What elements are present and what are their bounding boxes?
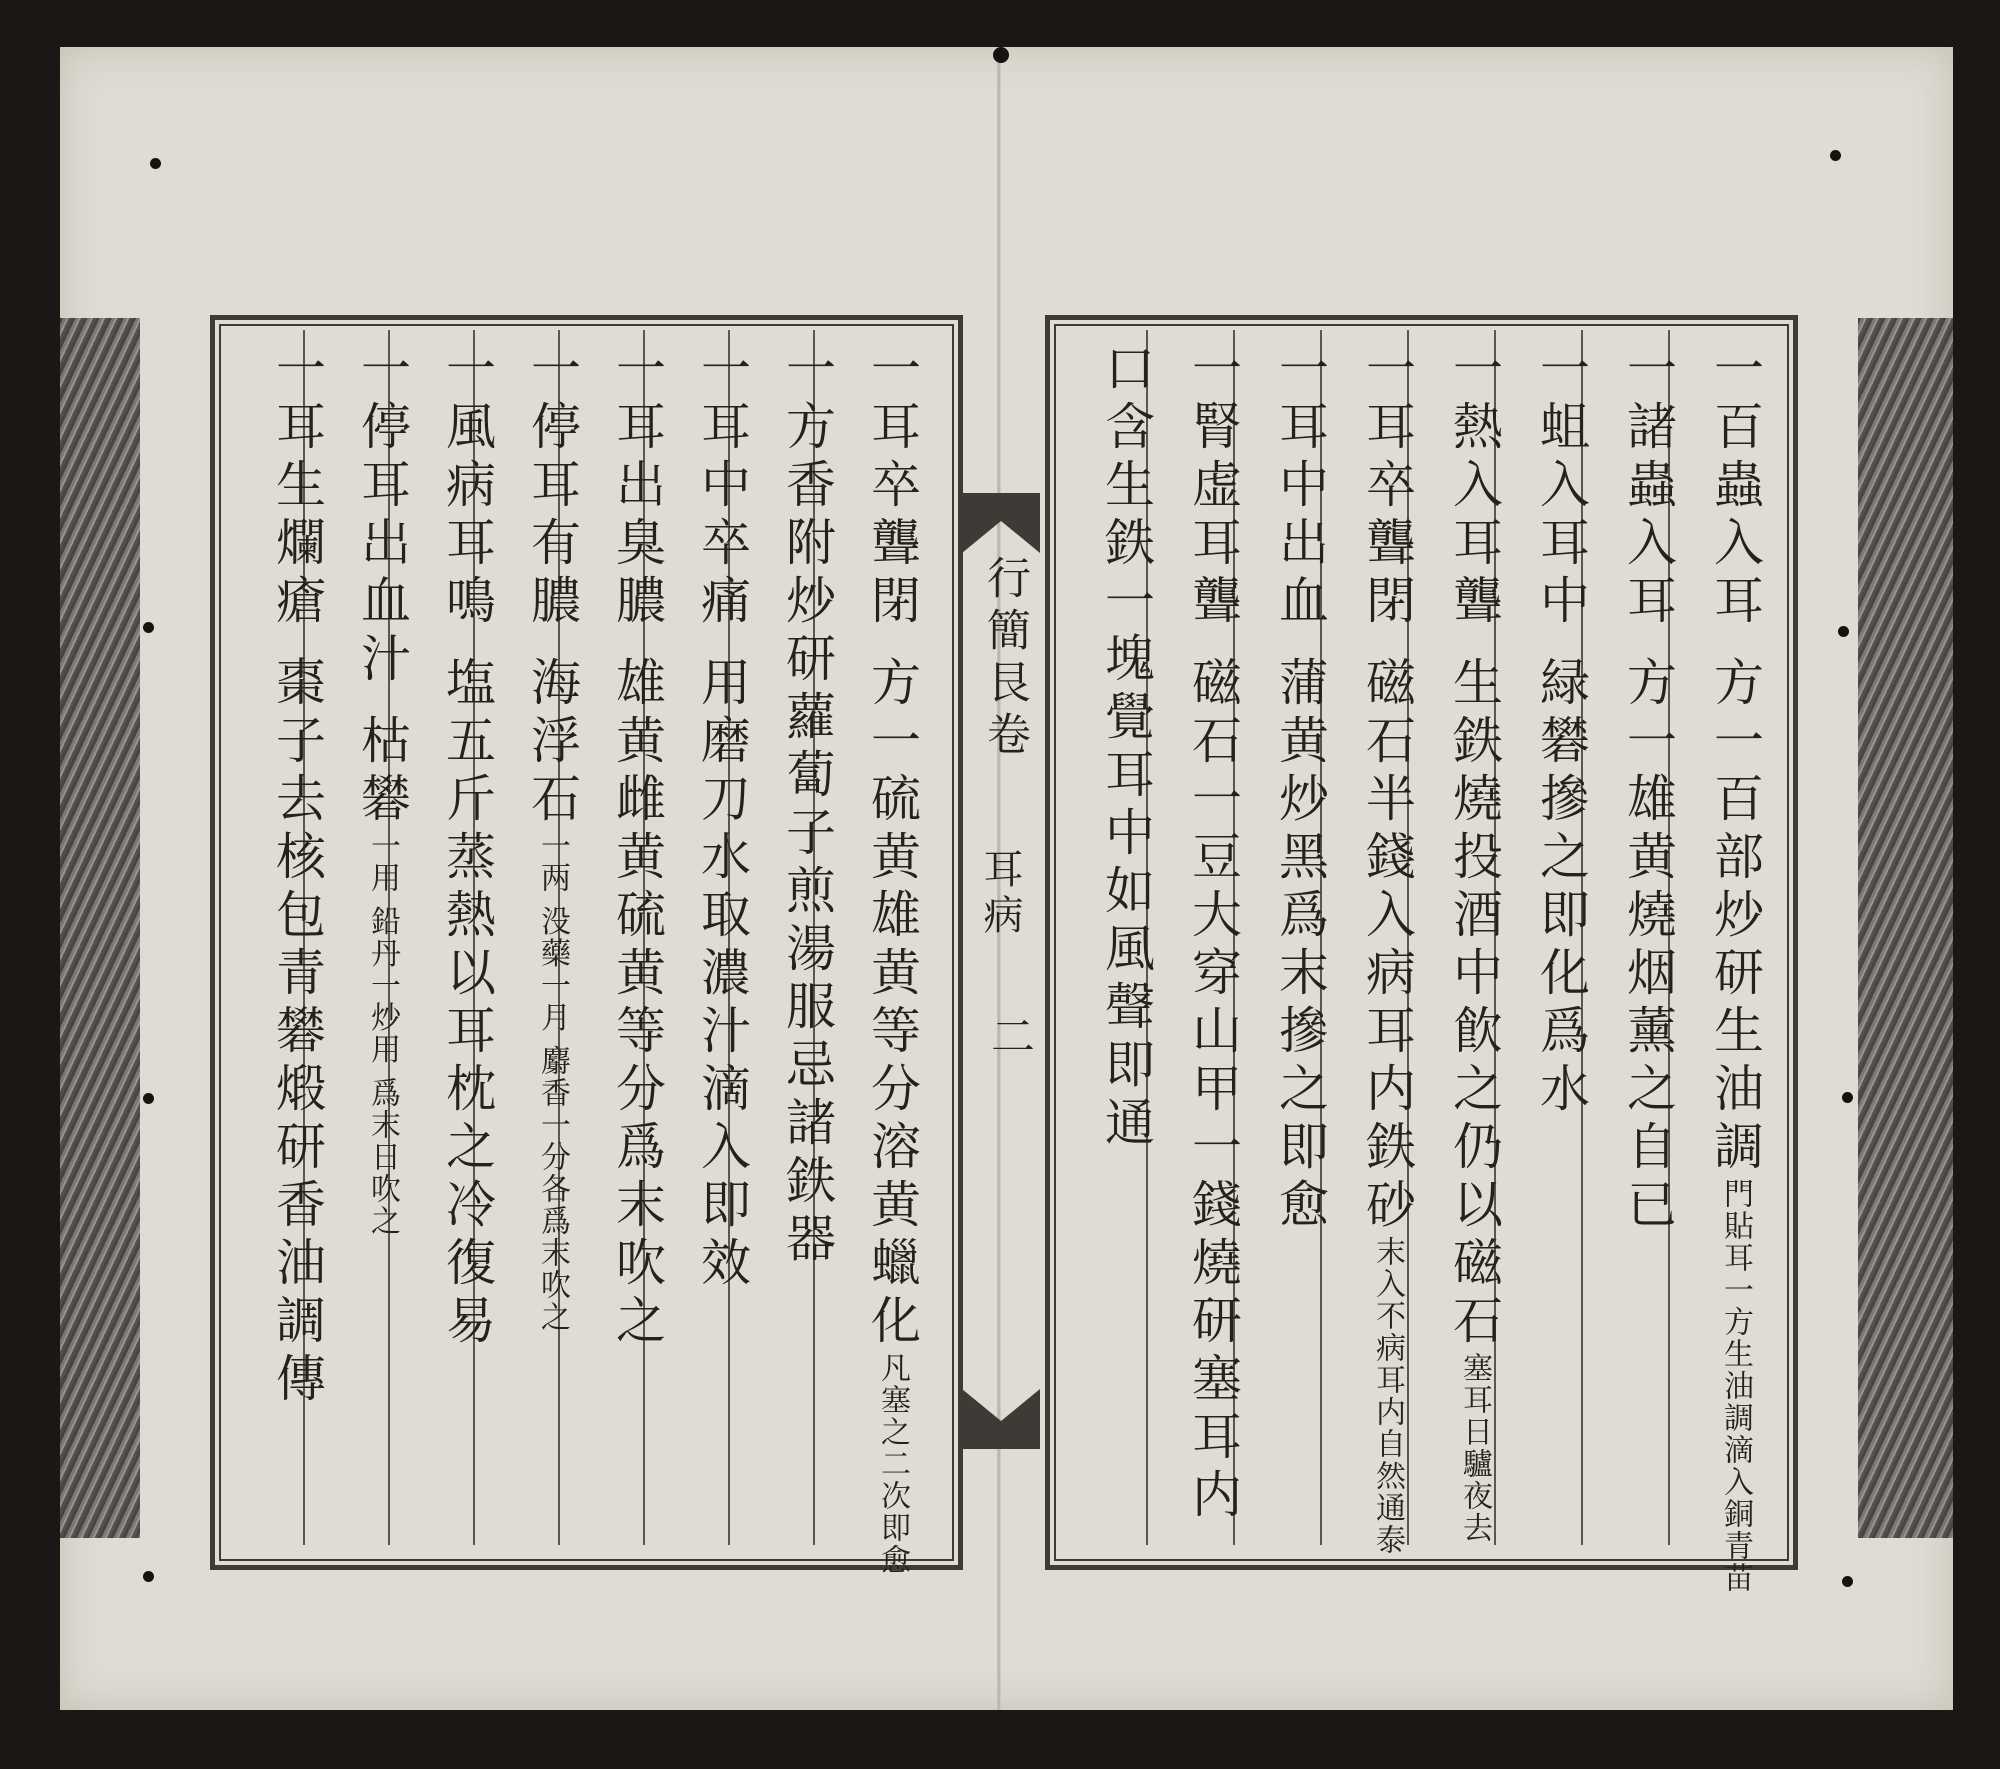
center-margin xyxy=(962,493,1040,1449)
right-col-1: 一百蟲入耳 方一百部炒研生油調門貼耳一方生油調滴入銅青苗 xyxy=(1706,342,1764,1594)
left-col-2: 一方香附炒研蘿蔔子煎湯服忌諸鉄器 xyxy=(778,342,836,1270)
left-col-6: 一風病耳鳴 塩五斤蒸熱以耳枕之冷復易 xyxy=(438,342,496,1352)
right-col-8: 口含生鉄一塊覺耳中如風聲即通 xyxy=(1097,342,1155,1154)
book-title: 行簡艮卷 xyxy=(979,555,1030,763)
page-number: 二 xyxy=(983,1013,1034,1057)
section-title: 耳病 xyxy=(977,848,1023,940)
right-col-5: 一耳卒聾閉 磁石半錢入病耳内鉄砂末入不病耳内自然通泰 xyxy=(1358,342,1416,1556)
binding-hole xyxy=(143,622,154,633)
fish-tail-top-icon xyxy=(962,493,1040,553)
left-col-8: 一耳生爛瘡 棗子去核包青礬煅研香油調傳 xyxy=(268,342,326,1410)
right-col-4: 一熱入耳聾 生鉄燒投酒中飮之仍以磁石塞耳日驢夜去 xyxy=(1445,342,1503,1544)
binding-hole xyxy=(143,1571,154,1582)
binding-hole xyxy=(1842,1092,1853,1103)
right-col-6: 一耳中出血 蒲黄炒黑爲末摻之即愈 xyxy=(1271,342,1329,1236)
left-col-1: 一耳卒聾閉 方一硫黄雄黄等分溶黄蠟化凡塞之二次即愈 xyxy=(863,342,921,1576)
binding-hole xyxy=(150,158,161,169)
left-col-4: 一耳出臭膿 雄黄雌黄硫黄等分爲末吹之 xyxy=(608,342,666,1352)
right-col-7: 一腎虚耳聾 磁石一豆大穿山甲一錢燒研塞耳内 xyxy=(1184,342,1242,1526)
binding-hole xyxy=(993,47,1009,63)
binding-hole xyxy=(1842,1576,1853,1587)
right-col-2: 一諸蟲入耳 方一雄黄燒烟薰之自已 xyxy=(1619,342,1677,1236)
right-col-3: 一蛆入耳中 緑礬摻之即化爲水 xyxy=(1532,342,1590,1120)
left-col-3: 一耳中卒痛 用磨刀水取濃汁滴入即效 xyxy=(693,342,751,1294)
left-col-7: 一停耳出血汁 枯礬一用 鉛丹一炒用 爲末日吹之 xyxy=(353,342,411,1237)
binding-hole xyxy=(1838,626,1849,637)
binding-hole xyxy=(143,1093,154,1104)
left-binding-tab xyxy=(60,318,140,1538)
left-col-5: 一停耳有膿 海浮石一两 没藥一月 麝香一分各爲末吹之 xyxy=(523,342,581,1333)
right-binding-tab xyxy=(1858,318,1953,1538)
fish-tail-bottom-icon xyxy=(962,1389,1040,1449)
binding-hole xyxy=(1830,150,1841,161)
